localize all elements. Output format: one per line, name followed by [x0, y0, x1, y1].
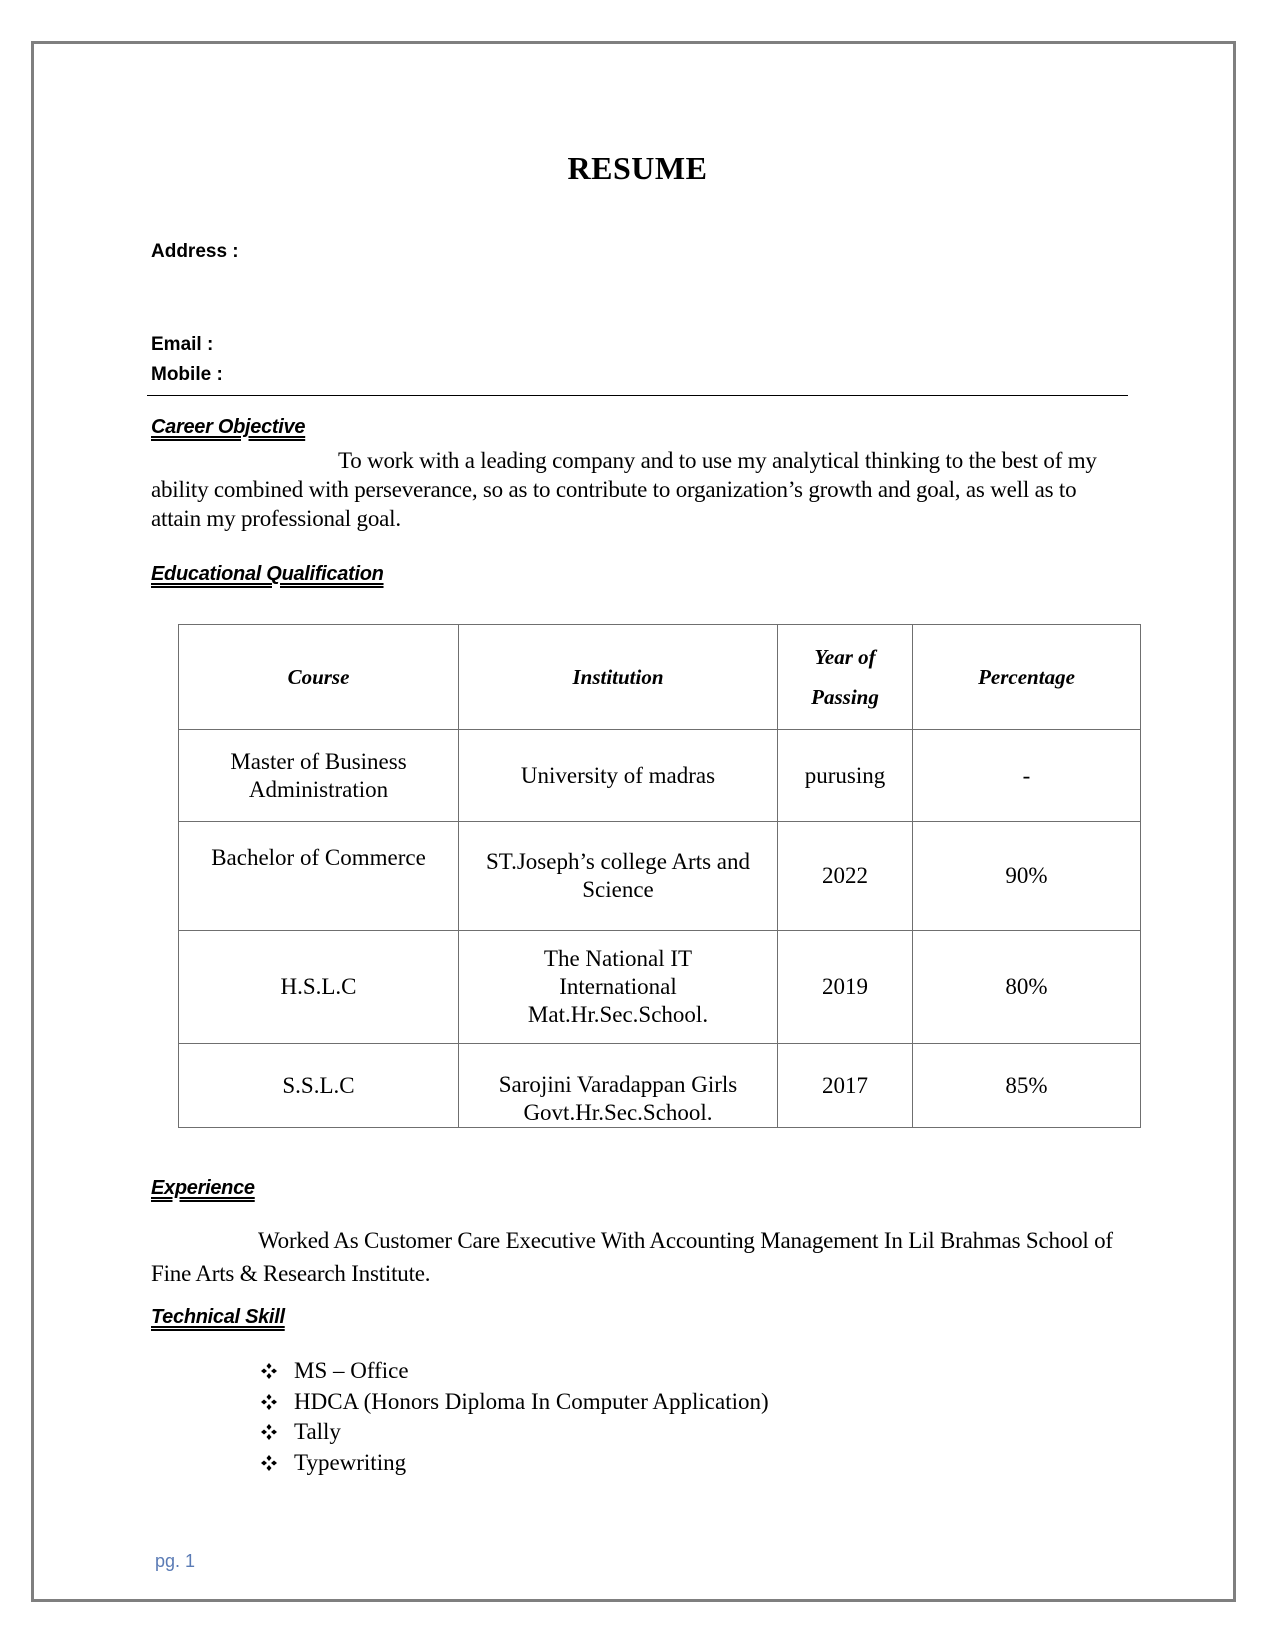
- education-heading: Educational Qualification: [151, 563, 384, 585]
- cell-year: 2022: [778, 822, 913, 931]
- column-header-percentage: Percentage: [913, 625, 1141, 730]
- cell-institution: Sarojini Varadappan Girls Govt.Hr.Sec.School.: [459, 1044, 778, 1128]
- column-header-institution: Institution: [459, 625, 778, 730]
- header-divider: [147, 395, 1128, 396]
- cell-course: H.S.L.C: [179, 931, 459, 1044]
- document-title: RESUME: [567, 150, 708, 186]
- experience-heading: Experience: [151, 1177, 255, 1199]
- list-item: [260, 1448, 769, 1479]
- column-header-year: [778, 625, 913, 730]
- table-row: [179, 822, 1141, 931]
- list-item: [260, 1387, 769, 1418]
- cell-year: 2017: [778, 1044, 913, 1128]
- technical-skill-heading: Technical Skill: [151, 1306, 285, 1328]
- cell-course: Bachelor of Commerce: [179, 822, 459, 931]
- cell-course: Master of Business Administration: [179, 730, 459, 822]
- cell-institution: University of madras: [459, 730, 778, 822]
- four-diamond-bullet-icon: [260, 1423, 294, 1441]
- cell-institution: The National IT International Mat.Hr.Sec.School.: [459, 931, 778, 1044]
- cell-percentage: 90%: [913, 822, 1141, 931]
- cell-percentage: 80%: [913, 931, 1141, 1044]
- career-objective-body: To work with a leading company and to use my analytical thinking to the best of my ability combined with perseverance, so as to contribute to organization’s growth and goal, as well as to attain my professional goal.: [151, 448, 1097, 531]
- experience-body: Worked As Customer Care Executive With Accounting Management In Lil Brahmas School of Fine Arts & Research Institute.: [151, 1228, 1113, 1286]
- technical-skill-list: [260, 1356, 769, 1478]
- skill-label: HDCA (Honors Diploma In Computer Application): [294, 1388, 769, 1414]
- experience-text: [151, 1224, 1131, 1290]
- career-objective-heading: Career Objective: [151, 416, 306, 438]
- table-row: [179, 730, 1141, 822]
- email-label: Email :: [151, 334, 214, 355]
- year-header-line1: Year of: [814, 645, 876, 669]
- year-header-line2: Passing: [811, 685, 879, 709]
- four-diamond-bullet-icon: [260, 1393, 294, 1411]
- table-header-row: [179, 625, 1141, 730]
- education-table: [178, 624, 1141, 1128]
- cell-course: S.S.L.C: [179, 1044, 459, 1128]
- four-diamond-bullet-icon: [260, 1454, 294, 1472]
- four-diamond-bullet-icon: [260, 1362, 294, 1380]
- cell-year: 2019: [778, 931, 913, 1044]
- address-label: Address :: [151, 241, 239, 262]
- table-row: [179, 1044, 1141, 1128]
- skill-label: Typewriting: [294, 1449, 407, 1475]
- career-objective-text: [151, 446, 1131, 533]
- cell-institution: ST.Joseph’s college Arts and Science: [459, 822, 778, 931]
- list-item: [260, 1417, 769, 1448]
- list-item: [260, 1356, 769, 1387]
- cell-percentage: -: [913, 730, 1141, 822]
- table-row: [179, 931, 1141, 1044]
- skill-label: Tally: [294, 1419, 341, 1444]
- skill-label: MS – Office: [294, 1358, 409, 1383]
- cell-year: purusing: [778, 730, 913, 822]
- page-number: pg. 1: [155, 1551, 196, 1571]
- cell-percentage: 85%: [913, 1044, 1141, 1128]
- mobile-label: Mobile :: [151, 364, 223, 385]
- column-header-course: Course: [179, 625, 459, 730]
